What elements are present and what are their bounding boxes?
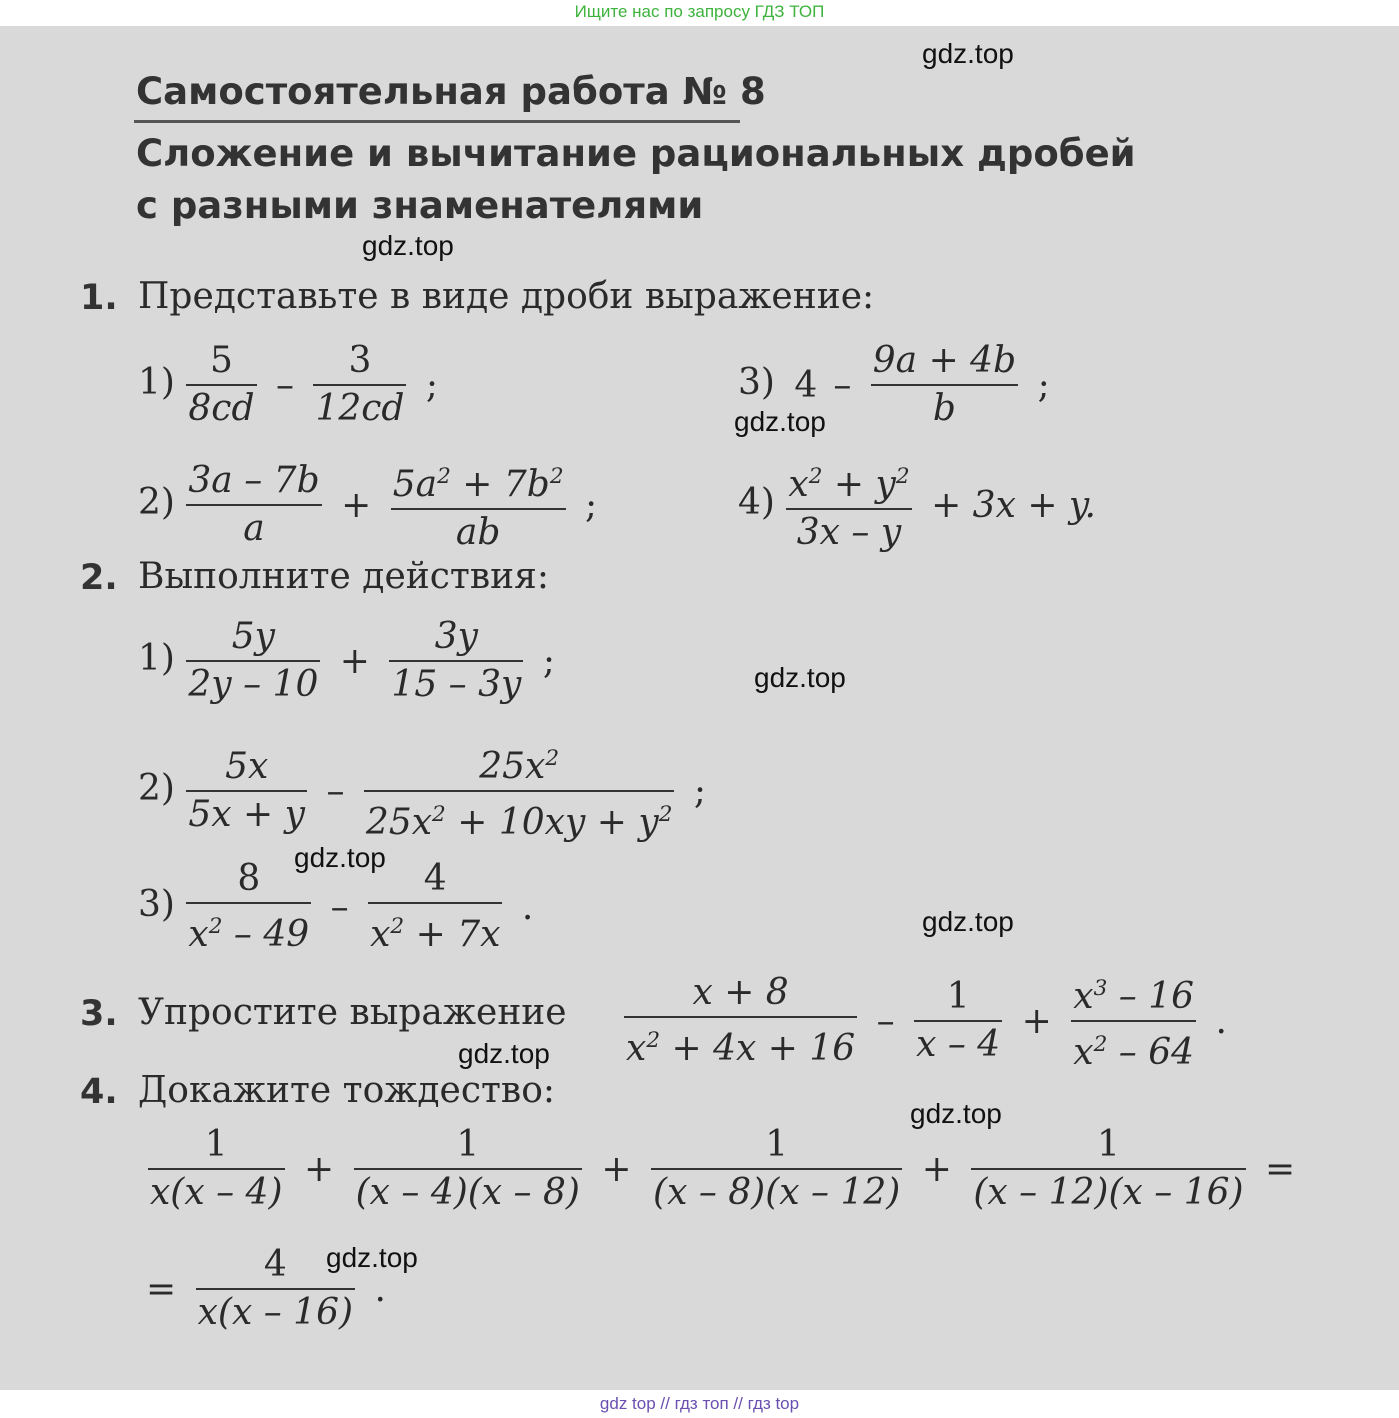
- fraction: $\frac{1}{x(x - 4)}$: [150, 1124, 283, 1213]
- fraction: $\frac{1}{(x - 4)(x - 8)}$: [355, 1124, 580, 1213]
- topic-title-line2: с разными знаменателями: [136, 184, 704, 227]
- task-3-expression: $\frac{x + 8}{x^2 + 4x + 16}$ – $\frac{1}{x - 4}$ + $\frac{x^3 - 16}{x^2 - 64}$ .: [624, 966, 1235, 1076]
- fraction: $\frac{1}{x - 4}$: [916, 976, 1001, 1065]
- watermark: gdz.top: [326, 1242, 418, 1273]
- bottom-banner: gdz top // гдз топ // гдз top: [0, 1390, 1399, 1418]
- watermark: gdz.top: [922, 38, 1014, 69]
- item-label: 3): [738, 362, 775, 403]
- watermark: gdz.top: [734, 406, 826, 437]
- topic-title-line1: Сложение и вычитание рациональных дробей: [136, 132, 1136, 175]
- task-1-item-1: 1) $\frac{5}{8cd}$ – $\frac{3}{12cd}$ ;: [138, 338, 446, 432]
- fraction: $\frac{x^2 + y^2}{3x - y}$: [786, 454, 911, 556]
- title-underline: [134, 120, 740, 123]
- fraction: $\frac{9a + 4b}{b}$: [872, 340, 1017, 429]
- task-1-number: 1.: [80, 278, 118, 318]
- fraction: $\frac{3y}{15 - 3y}$: [391, 616, 522, 705]
- watermark: gdz.top: [922, 906, 1014, 937]
- item-label: 4): [738, 482, 775, 523]
- fraction: $\frac{4}{x(x - 16)}$: [197, 1244, 354, 1333]
- fraction: $\frac{1}{(x - 12)(x - 16)}$: [973, 1124, 1244, 1213]
- fraction: $\frac{5a^2 + 7b^2}{ab}$: [391, 454, 566, 556]
- fraction: $\frac{3a - 7b}{a}$: [188, 460, 320, 549]
- item-label: 1): [138, 638, 175, 679]
- watermark: gdz.top: [754, 662, 846, 693]
- task-3-number: 3.: [80, 994, 118, 1034]
- task-3-text: Упростите выражение: [138, 992, 567, 1033]
- watermark: gdz.top: [458, 1038, 550, 1069]
- task-4-identity-lhs: $\frac{1}{x(x - 4)}$ + $\frac{1}{(x - 4)(x - 8)}$ + $\frac{1}{(x - 8)(x - 12)}$ + $\frac{1}{(x - 12)(x - 16)}$ =: [148, 1122, 1303, 1216]
- task-1-item-3: 3) 4 – $\frac{9a + 4b}{b}$ ;: [738, 338, 1058, 432]
- item-label: 2): [138, 768, 175, 809]
- task-4-text: Докажите тождество:: [138, 1070, 556, 1111]
- worksheet-page: [0, 26, 1399, 1390]
- item-label: 3): [138, 884, 175, 925]
- task-2-item-1: 1) $\frac{5y}{2y - 10}$ + $\frac{3y}{15 - 3y}$ ;: [138, 614, 563, 708]
- task-2-item-2: 2) $\frac{5x}{5x + y}$ – $\frac{25x^2}{25x^2 + 10xy + y^2}$ ;: [138, 736, 714, 846]
- fraction: $\frac{4}{x^2 + 7x}$: [370, 858, 501, 955]
- item-label: 2): [138, 482, 175, 523]
- task-4-identity-rhs: = $\frac{4}{x(x - 16)}$ .: [138, 1242, 394, 1336]
- fraction: $\frac{1}{(x - 8)(x - 12)}$: [653, 1124, 901, 1213]
- task-1-text: Представьте в виде дроби выражение:: [138, 276, 875, 317]
- fraction: $\frac{3}{12cd}$: [315, 340, 405, 429]
- fraction: $\frac{5y}{2y - 10}$: [188, 616, 319, 705]
- item-label: 1): [138, 362, 175, 403]
- fraction: $\frac{5}{8cd}$: [188, 340, 255, 429]
- task-1-item-2: 2) $\frac{3a - 7b}{a}$ + $\frac{5a^2 + 7b^2}{ab}$ ;: [138, 454, 605, 556]
- fraction: $\frac{x^3 - 16}{x^2 - 64}$: [1071, 966, 1196, 1076]
- task-2-item-3: 3) $\frac{8}{x^2 - 49}$ – $\frac{4}{x^2 + 7x}$ .: [138, 856, 541, 958]
- fraction: $\frac{5x}{5x + y}$: [188, 746, 306, 835]
- fraction: $\frac{25x^2}{25x^2 + 10xy + y^2}$: [364, 736, 675, 846]
- watermark: gdz.top: [362, 230, 454, 261]
- task-4-number: 4.: [80, 1072, 118, 1112]
- task-1-item-4: 4) $\frac{x^2 + y^2}{3x - y}$ + 3x + y.: [738, 454, 1104, 556]
- watermark: gdz.top: [294, 842, 386, 873]
- watermark: gdz.top: [910, 1098, 1002, 1129]
- top-banner: Ищите нас по запросу ГДЗ ТОП: [0, 0, 1399, 26]
- fraction: $\frac{8}{x^2 - 49}$: [188, 858, 310, 955]
- fraction: $\frac{x + 8}{x^2 + 4x + 16}$: [626, 972, 856, 1069]
- worksheet-title: Самостоятельная работа № 8: [136, 70, 766, 113]
- task-2-text: Выполните действия:: [138, 556, 549, 597]
- task-2-number: 2.: [80, 558, 118, 598]
